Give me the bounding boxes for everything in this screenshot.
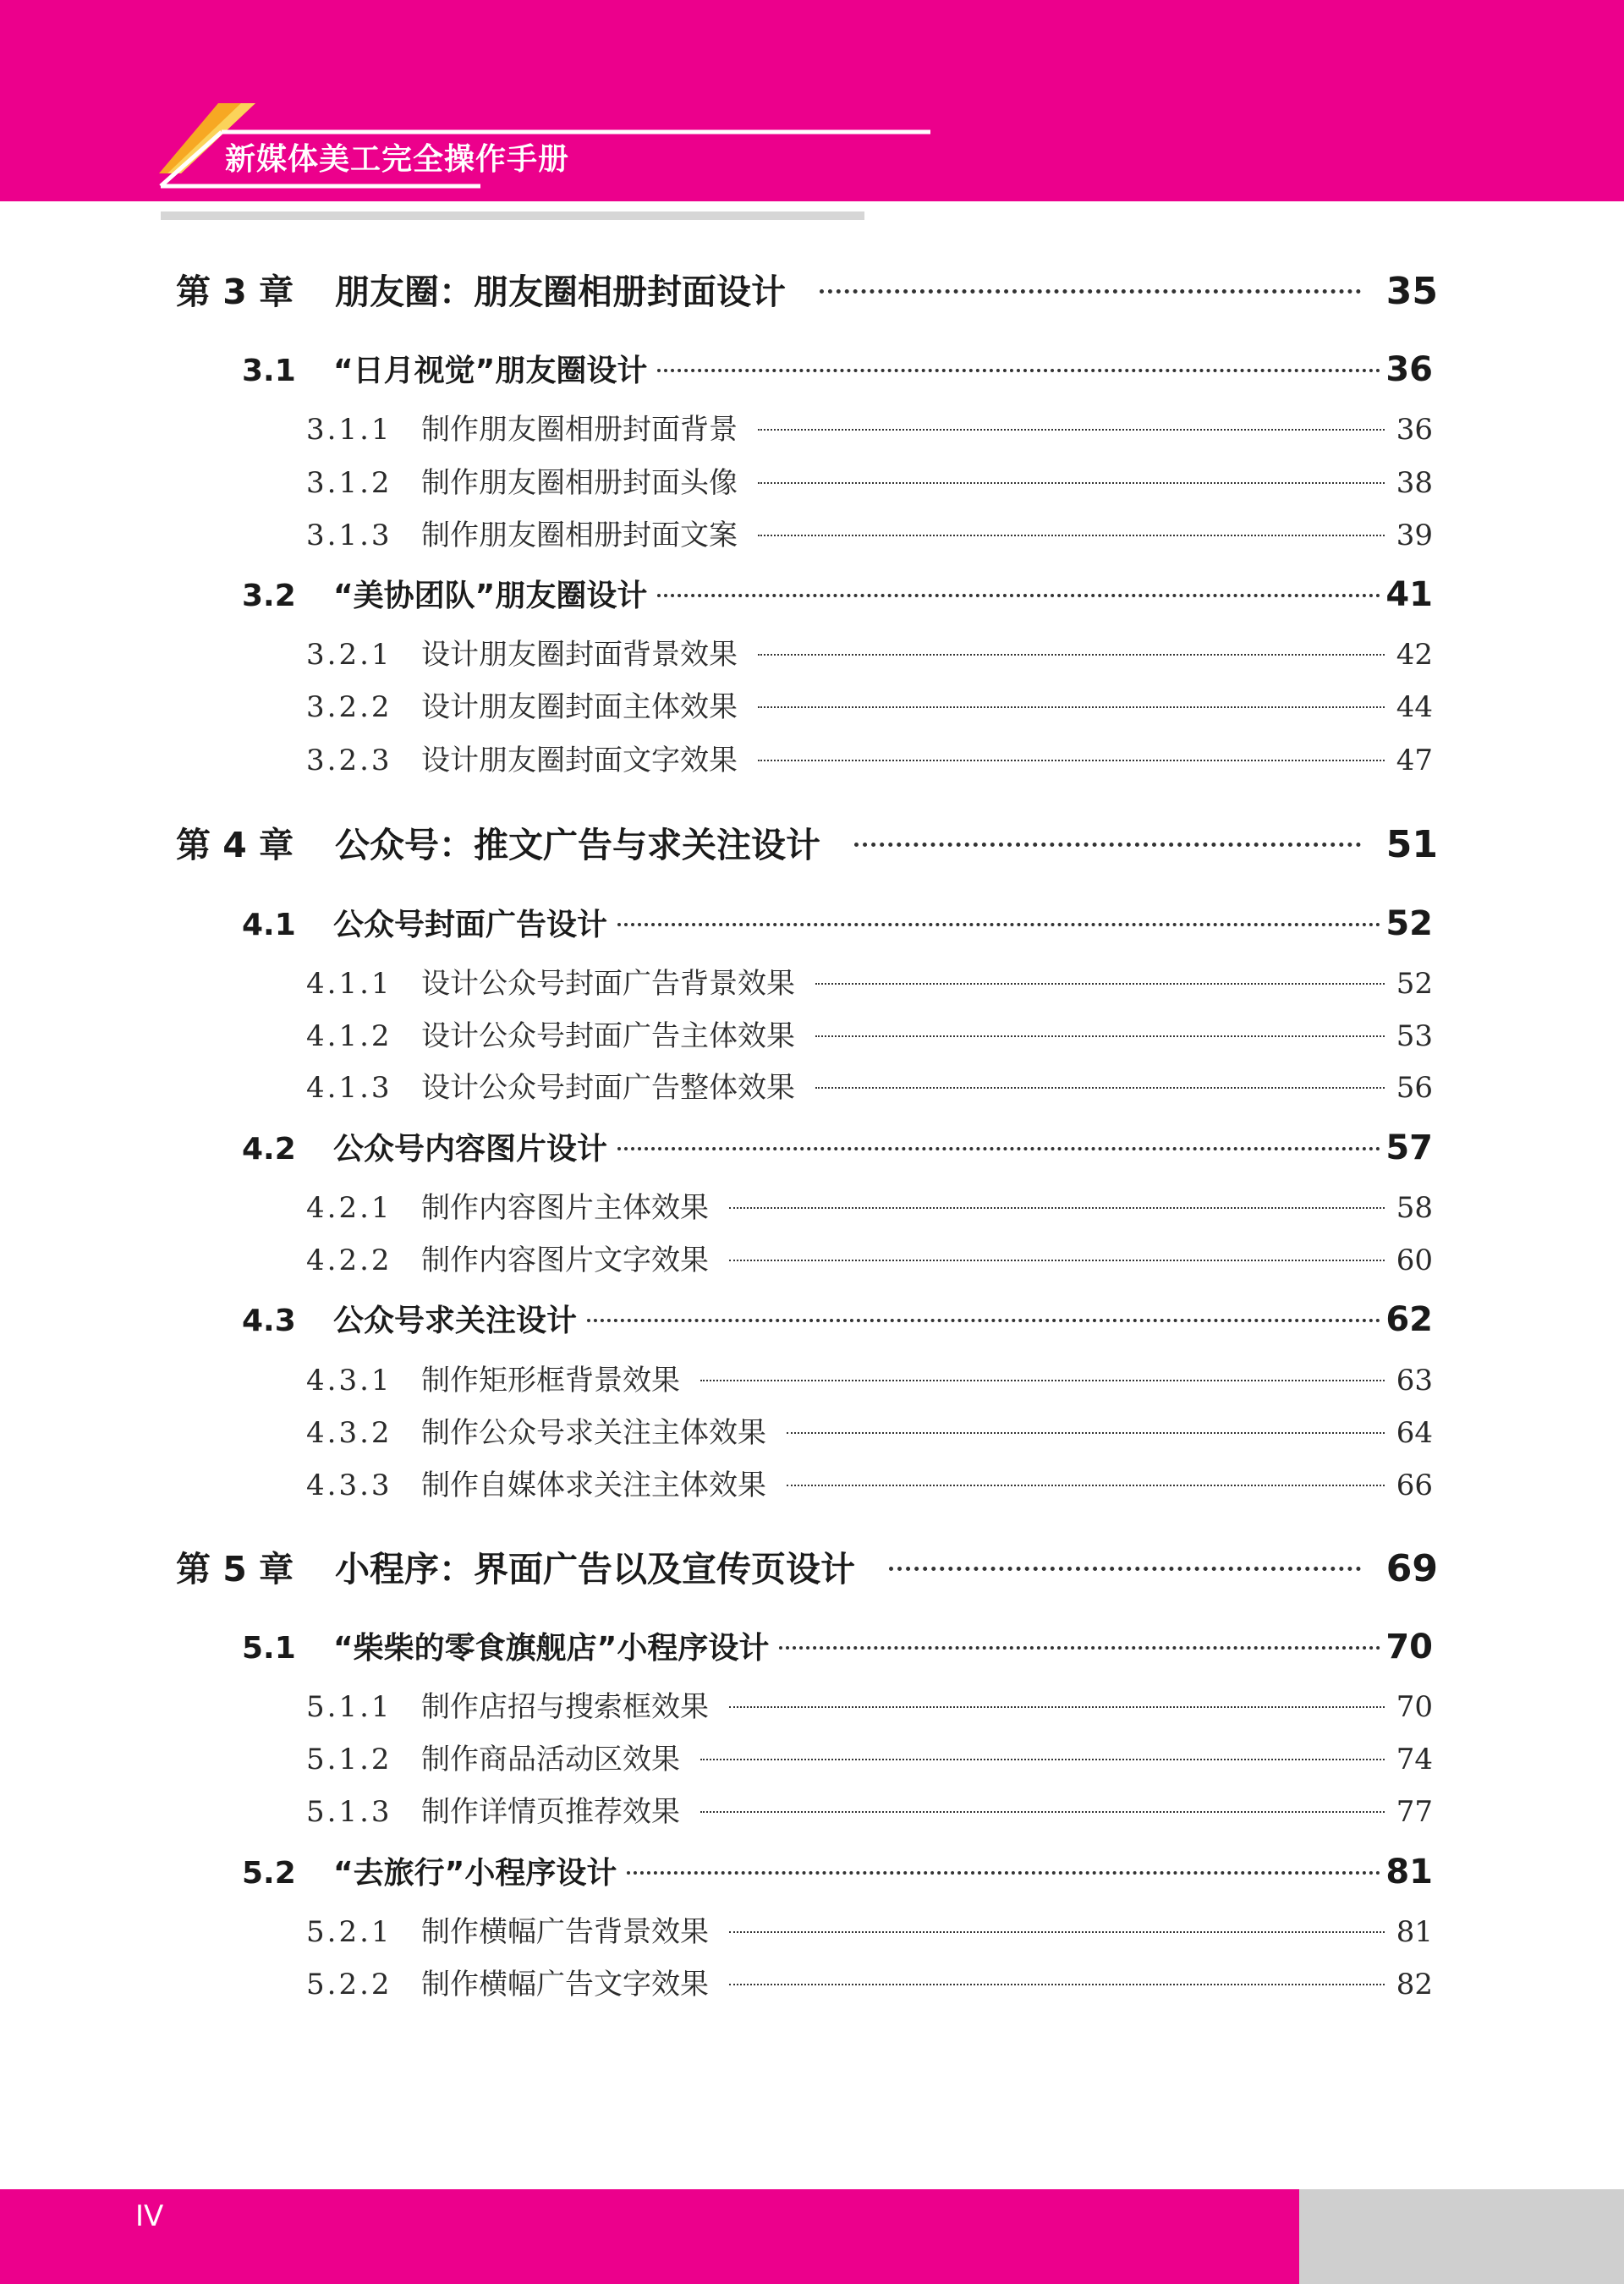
toc-sub-title: 制作朋友圈相册封面文案: [421, 519, 738, 552]
toc-sub-row[interactable]: [306, 1409, 1433, 1451]
toc-page-number: 74: [1396, 1743, 1433, 1776]
toc-section-number: 5.1: [242, 1631, 296, 1666]
toc-sub-number: 4.1.1: [306, 967, 392, 1001]
toc-sub-row[interactable]: [306, 1462, 1433, 1503]
toc-sub-number: 5.1.3: [306, 1795, 392, 1829]
toc-sub-row[interactable]: [306, 459, 1433, 501]
toc-page-number: 60: [1396, 1244, 1433, 1277]
toc-sub-number: 5.1.2: [306, 1743, 392, 1776]
toc-section-row[interactable]: [242, 572, 1433, 615]
toc-sub-number: 3.2.1: [306, 638, 392, 672]
toc-sub-number: 4.1.3: [306, 1071, 392, 1105]
toc-section-number: 5.2: [242, 1856, 296, 1891]
toc-sub-title: 制作内容图片文字效果: [421, 1244, 709, 1277]
toc-dot-leader: [889, 1567, 1361, 1571]
toc-page-number: 70: [1396, 1690, 1433, 1724]
toc-sub-row[interactable]: [306, 1683, 1433, 1725]
page-number: IV: [135, 2199, 164, 2233]
toc-page-number: 81: [1396, 1915, 1433, 1949]
toc-dot-leader: [758, 482, 1385, 484]
toc-sub-title: 制作横幅广告文字效果: [421, 1968, 709, 2001]
toc-sub-title: 设计朋友圈封面文字效果: [421, 744, 738, 777]
toc-page-number: 62: [1385, 1300, 1433, 1339]
toc-page-number: 69: [1385, 1547, 1438, 1590]
toc-sub-number: 4.2.2: [306, 1244, 392, 1277]
toc-sub-title: 设计公众号封面广告主体效果: [421, 1019, 795, 1053]
toc-sub-row[interactable]: [306, 737, 1433, 778]
toc-section-row[interactable]: [242, 901, 1433, 944]
toc-page-number: 53: [1396, 1019, 1433, 1053]
toc-dot-leader: [779, 1646, 1380, 1650]
toc-sub-row[interactable]: [306, 1357, 1433, 1398]
toc-sub-number: 3.1.3: [306, 519, 392, 552]
toc-section-title: “去旅行”小程序设计: [333, 1856, 617, 1891]
toc-dot-leader: [729, 1207, 1385, 1209]
toc-section-row[interactable]: [242, 347, 1433, 390]
toc-chapter-title: 公众号：推文广告与求关注设计: [335, 825, 820, 865]
toc-dot-leader: [657, 594, 1380, 597]
toc-dot-leader: [758, 760, 1385, 761]
toc-sub-title: 制作内容图片主体效果: [421, 1191, 709, 1225]
toc-sub-number: 5.2.2: [306, 1968, 392, 2001]
toc-dot-leader: [758, 535, 1385, 536]
toc-sub-title: 设计朋友圈封面主体效果: [421, 690, 738, 724]
toc-sub-number: 3.2.3: [306, 744, 392, 777]
toc-dot-leader: [815, 1087, 1385, 1089]
toc-sub-row[interactable]: [306, 1788, 1433, 1830]
toc-chapter-title: 小程序：界面广告以及宣传页设计: [335, 1549, 855, 1589]
toc-dot-leader: [587, 1319, 1380, 1322]
toc-dot-leader: [815, 983, 1385, 985]
toc-page-number: 36: [1396, 413, 1433, 447]
toc-section-title: 公众号内容图片设计: [333, 1132, 608, 1167]
toc-page-number: 57: [1385, 1128, 1433, 1167]
toc-sub-row[interactable]: [306, 406, 1433, 447]
toc-section-number: 4.1: [242, 908, 296, 942]
toc-sub-number: 5.1.1: [306, 1690, 392, 1724]
toc-dot-leader: [617, 923, 1380, 926]
toc-dot-leader: [700, 1759, 1385, 1760]
toc-dot-leader: [758, 706, 1385, 708]
toc-section-number: 4.3: [242, 1304, 296, 1338]
toc-section-row[interactable]: [242, 1297, 1433, 1340]
toc-sub-number: 3.1.1: [306, 413, 392, 447]
toc-sub-title: 制作详情页推荐效果: [421, 1795, 680, 1829]
toc-section-row[interactable]: [242, 1624, 1433, 1667]
toc-dot-leader: [820, 289, 1361, 294]
toc-sub-title: 制作店招与搜索框效果: [421, 1690, 709, 1724]
toc-page-number: 39: [1396, 519, 1433, 552]
toc-page-number: 52: [1396, 967, 1433, 1001]
toc-dot-leader: [617, 1147, 1380, 1150]
toc-section-number: 3.2: [242, 579, 296, 613]
toc-page-number: 38: [1396, 466, 1433, 500]
toc-page-number: 70: [1385, 1628, 1433, 1666]
toc-chapter-number: 第 4 章: [176, 825, 294, 865]
toc-page-number: 64: [1396, 1416, 1433, 1450]
toc-dot-leader: [657, 369, 1380, 372]
toc-dot-leader: [787, 1432, 1385, 1434]
toc-sub-row[interactable]: [306, 1184, 1433, 1226]
toc-chapter-number: 第 3 章: [176, 272, 294, 312]
toc-chapter-row[interactable]: [176, 1541, 1438, 1591]
toc-page-number: 47: [1396, 744, 1433, 777]
toc-chapter-row[interactable]: [176, 817, 1438, 867]
toc-sub-row[interactable]: [306, 631, 1433, 673]
toc-sub-number: 4.3.2: [306, 1416, 392, 1450]
toc-dot-leader: [729, 1706, 1385, 1708]
toc-sub-title: 制作自媒体求关注主体效果: [421, 1469, 766, 1502]
toc-section-title: “柴柴的零食旗舰店”小程序设计: [333, 1631, 770, 1666]
toc-sub-number: 5.2.1: [306, 1915, 392, 1949]
toc-sub-title: 制作朋友圈相册封面头像: [421, 466, 738, 500]
toc-page-number: 82: [1396, 1968, 1433, 2001]
toc-page-number: 81: [1385, 1853, 1433, 1891]
book-title: 新媒体美工完全操作手册: [225, 142, 570, 177]
toc-sub-number: 4.1.2: [306, 1019, 392, 1053]
toc-dot-leader: [815, 1035, 1385, 1037]
toc-chapter-title: 朋友圈：朋友圈相册封面设计: [335, 272, 786, 312]
toc-dot-leader: [627, 1871, 1380, 1875]
toc-section-title: 公众号求关注设计: [333, 1304, 578, 1338]
toc-section-row[interactable]: [242, 1849, 1433, 1892]
toc-sub-title: 制作矩形框背景效果: [421, 1364, 680, 1397]
footer-gray-block: [1299, 2189, 1624, 2284]
toc-page-number: 42: [1396, 638, 1433, 672]
toc-dot-leader: [854, 843, 1361, 847]
toc-dot-leader: [787, 1485, 1385, 1486]
toc-page-number: 66: [1396, 1469, 1433, 1502]
toc-dot-leader: [758, 429, 1385, 431]
toc-section-number: 3.1: [242, 354, 296, 388]
toc-sub-row[interactable]: [306, 960, 1433, 1002]
toc-page-number: 35: [1385, 270, 1438, 313]
toc-sub-title: 制作朋友圈相册封面背景: [421, 413, 738, 447]
toc-sub-row[interactable]: [306, 684, 1433, 725]
toc-page-number: 36: [1385, 350, 1433, 389]
toc-sub-number: 4.3.1: [306, 1364, 392, 1397]
toc-section-row[interactable]: [242, 1125, 1433, 1168]
toc-page-number: 63: [1396, 1364, 1433, 1397]
toc-page-number: 58: [1396, 1191, 1433, 1225]
toc-dot-leader: [729, 1984, 1385, 1985]
toc-dot-leader: [758, 654, 1385, 656]
toc-dot-leader: [729, 1260, 1385, 1261]
toc-page-number: 44: [1396, 690, 1433, 724]
toc-page-number: 77: [1396, 1795, 1433, 1829]
toc-sub-row[interactable]: [306, 1961, 1433, 2002]
toc-sub-row[interactable]: [306, 1064, 1433, 1106]
toc-dot-leader: [700, 1811, 1385, 1813]
toc-sub-title: 制作商品活动区效果: [421, 1743, 680, 1776]
toc-sub-number: 3.1.2: [306, 466, 392, 500]
toc-page-number: 52: [1385, 904, 1433, 943]
toc-sub-number: 4.2.1: [306, 1191, 392, 1225]
toc-sub-title: 设计朋友圈封面背景效果: [421, 638, 738, 672]
toc-sub-row[interactable]: [306, 512, 1433, 553]
toc-sub-row[interactable]: [306, 1237, 1433, 1278]
toc-page-number: 41: [1385, 575, 1433, 614]
toc-sub-number: 4.3.3: [306, 1469, 392, 1502]
toc-sub-row[interactable]: [306, 1908, 1433, 1950]
footer-band: [0, 2189, 1299, 2284]
toc-sub-row[interactable]: [306, 1736, 1433, 1777]
toc-section-title: 公众号封面广告设计: [333, 908, 608, 942]
toc-section-number: 4.2: [242, 1132, 296, 1167]
toc-section-title: “美协团队”朋友圈设计: [333, 579, 648, 613]
toc-sub-title: 制作横幅广告背景效果: [421, 1915, 709, 1949]
toc-sub-title: 设计公众号封面广告背景效果: [421, 967, 795, 1001]
toc-page-number: 56: [1396, 1071, 1433, 1105]
toc-dot-leader: [729, 1931, 1385, 1933]
toc-sub-row[interactable]: [306, 1013, 1433, 1054]
toc-sub-title: 制作公众号求关注主体效果: [421, 1416, 766, 1450]
toc-sub-title: 设计公众号封面广告整体效果: [421, 1071, 795, 1105]
toc-page-number: 51: [1385, 823, 1438, 866]
toc-chapter-number: 第 5 章: [176, 1549, 294, 1589]
toc-section-title: “日月视觉”朋友圈设计: [333, 354, 648, 388]
toc-dot-leader: [700, 1380, 1385, 1381]
toc-sub-number: 3.2.2: [306, 690, 392, 724]
toc-chapter-row[interactable]: [176, 264, 1438, 314]
